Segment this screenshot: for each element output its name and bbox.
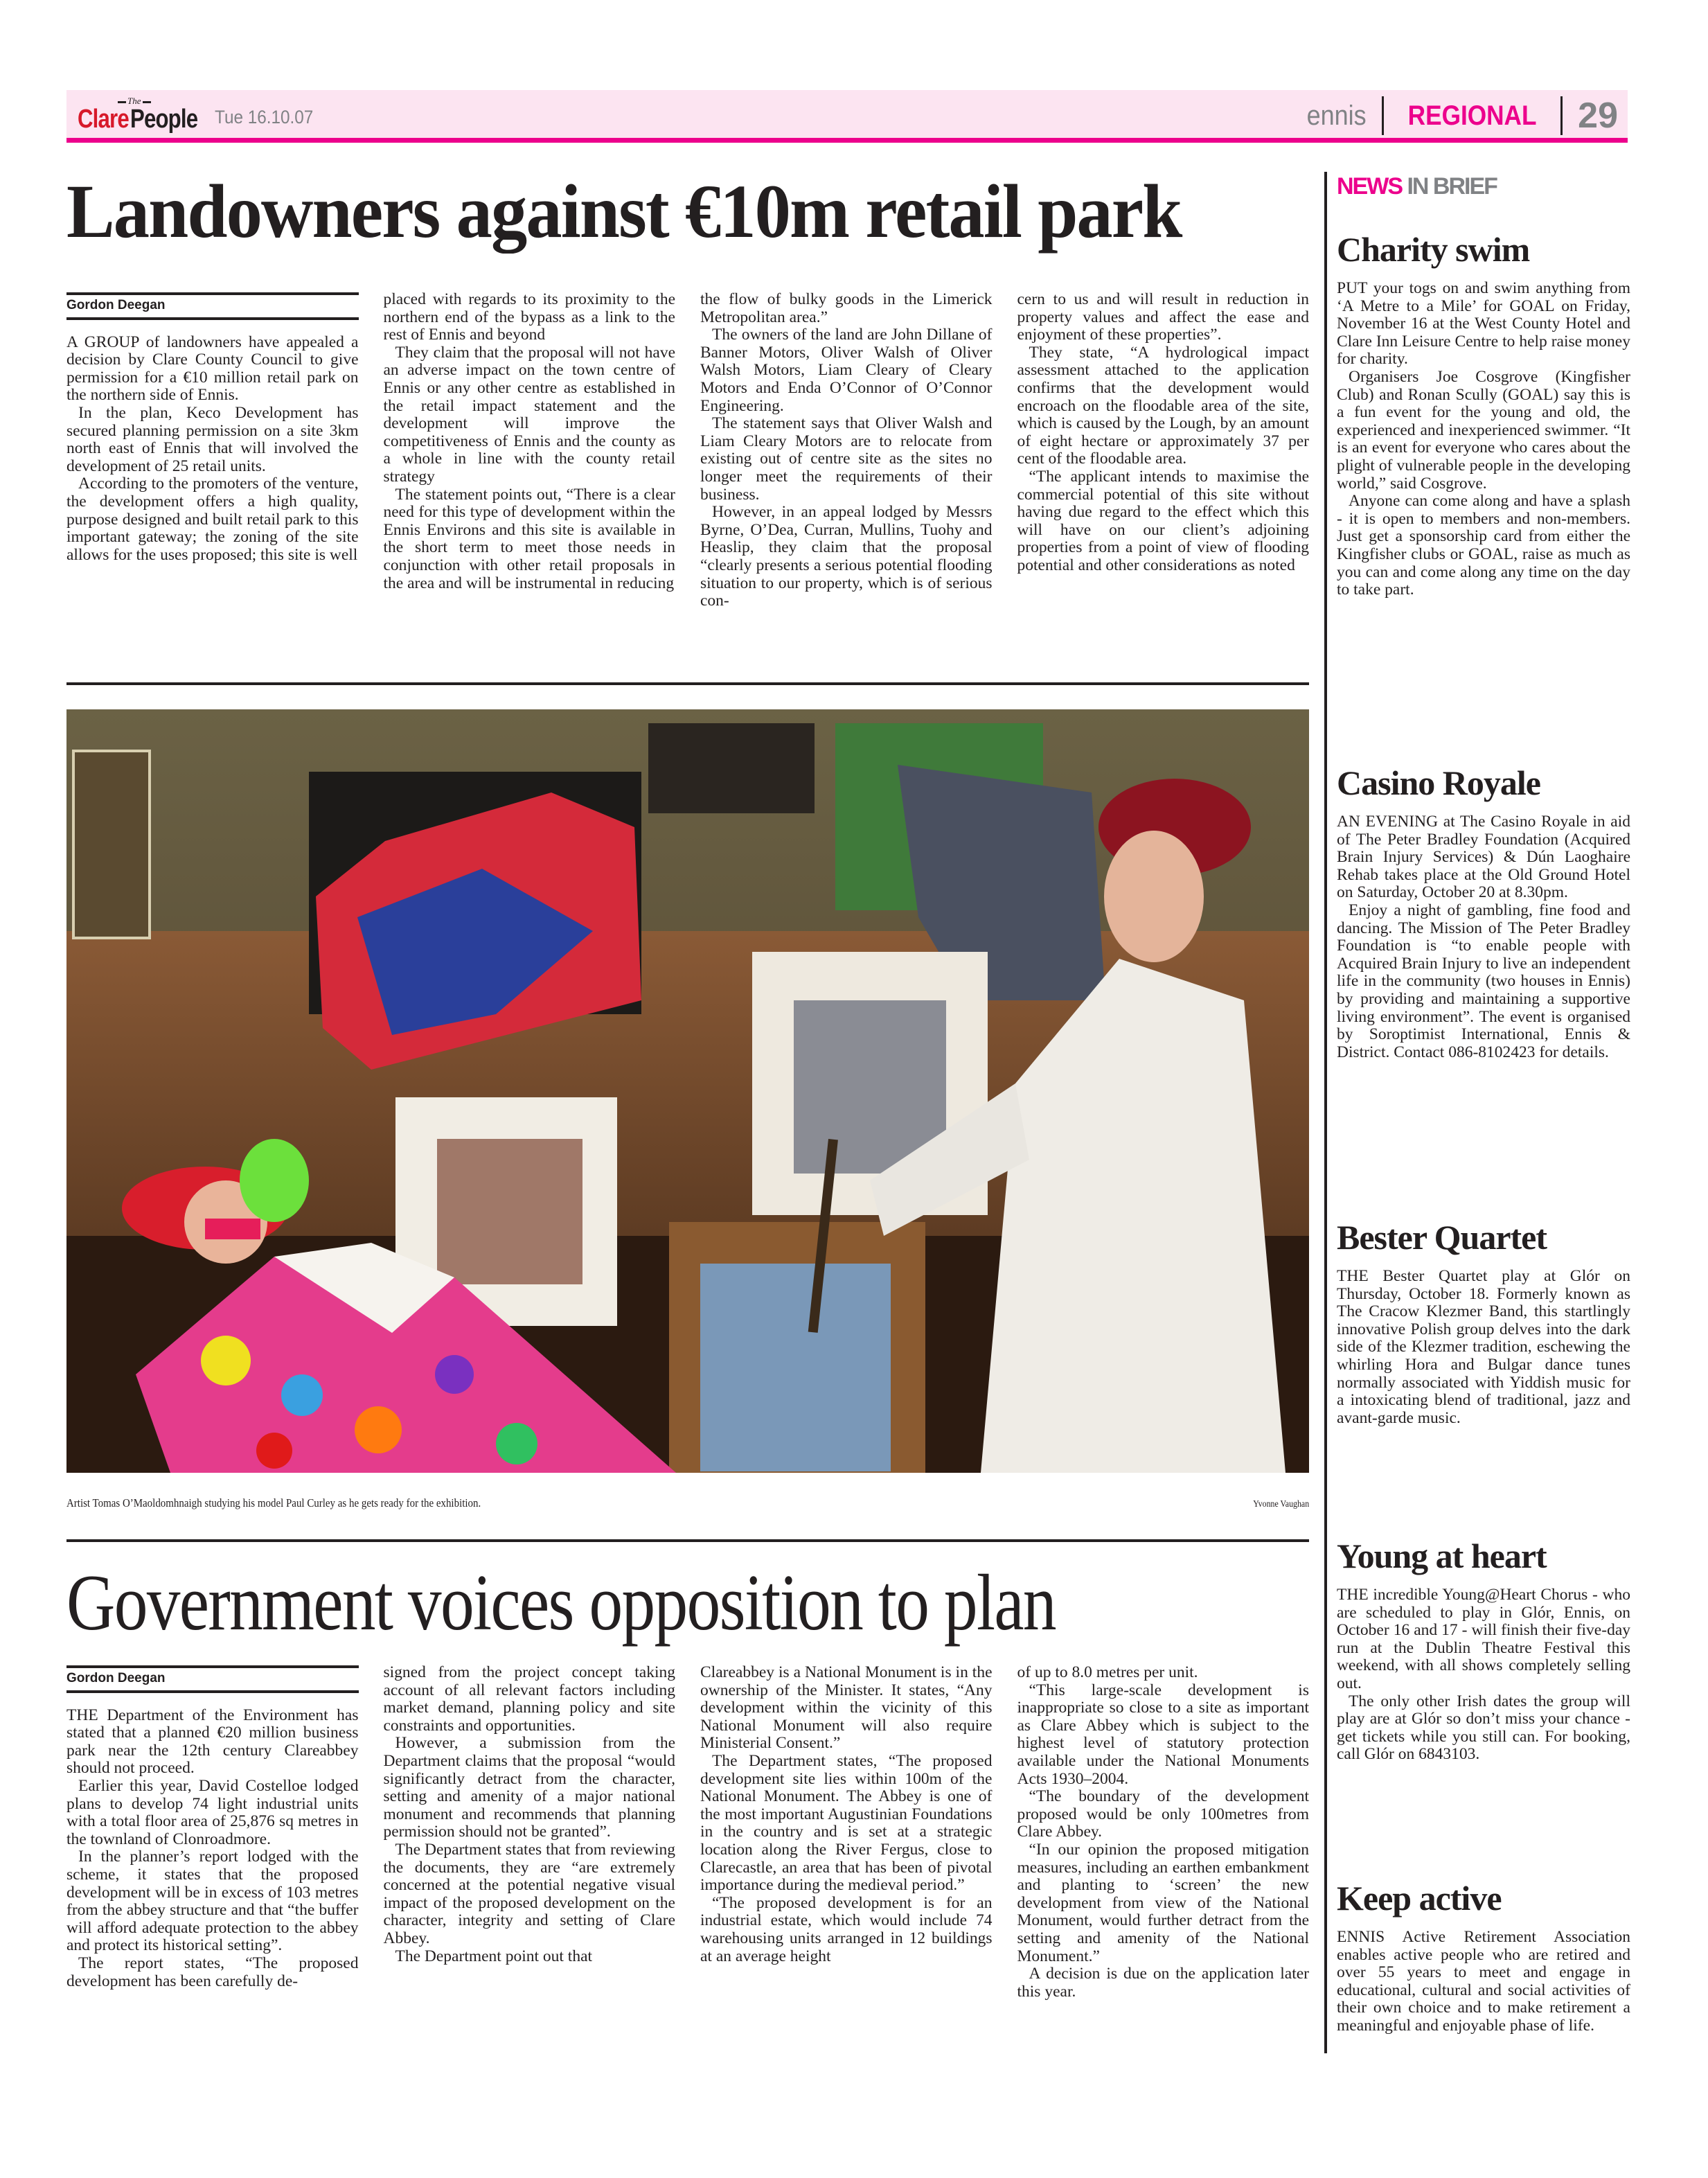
paragraph: However, in an appeal lodged by Messrs Byrne, O’Dea, Curran, Mullins, Tuohy and Heaslip, they claim that the proposal “clearly presents a serious potential flooding situation to our property, which is of serious con- — [700, 503, 993, 610]
brief-keep-active — [1337, 1879, 1630, 2035]
paragraph: In the plan, Keco Development has secured planning permission on a site 3km north east of Ennis that will involved the development of 25 retail units. — [66, 403, 359, 475]
header-news: NEWS — [1337, 173, 1402, 200]
brief-body — [1337, 280, 1630, 599]
brief-body — [1337, 1586, 1630, 1764]
brief-title: Casino Royale — [1337, 763, 1540, 802]
newspaper-logo[interactable] — [78, 96, 213, 134]
article-2-column-3 — [700, 1664, 993, 2080]
article-2-body — [66, 1664, 1309, 2080]
paragraph: Clareabbey is a National Monument is in the ownership of the Minister. It states, “Any development within the vicinity of this National Monument will also require Ministerial Consent.” — [700, 1663, 993, 1753]
brief-bester-quartet — [1337, 1218, 1630, 1427]
paragraph: A decision is due on the application later this year. — [1017, 1965, 1309, 2001]
page-number: 29 — [1578, 96, 1618, 136]
article-1-column-4 — [1017, 291, 1310, 679]
article-2-headline: Government voices opposition to plan — [66, 1559, 1056, 1647]
paragraph: placed with regards to its proximity to the northern end of the bypass as a link to the rest of Ennis and beyond — [383, 290, 675, 344]
paragraph: According to the promoters of the venture, the development offers a high quality, purpose designed and built retail park to this important gateway; the zoning of the site allows for the uses proposed; this site is well — [66, 475, 359, 564]
paragraph: Earlier this year, David Costelloe lodged plans to develop 74 light industrial units with a total floor area of 25,876 sq metres in the townland of Clonroadmore. — [66, 1776, 359, 1848]
paragraph: “In our opinion the proposed mitigation measures, including an earthen embankment and planting to ‘screen’ the new development from view of the National Monument, would further detract from the setting and amenity of the National Monument.” — [1017, 1840, 1309, 1965]
paragraph: The owners of the land are John Dillane of Banner Motors, Oliver Walsh of Oliver Walsh Motors, Liam Cleary of Cleary Motors and Enda O’Connor of O’Connor Engineering. — [700, 326, 993, 415]
news-photo[interactable] — [66, 709, 1309, 1473]
brief-title: Keep active — [1337, 1879, 1502, 1918]
paragraph: PUT your togs on and swim anything from ‘A Metre to a Mile’ for GOAL on Friday, November 16 at the West County Hotel and Clare Inn Leisure Centre to help raise money for charity. — [1337, 279, 1630, 369]
sidebar-divider — [1324, 172, 1327, 2053]
paragraph: AN EVENING at The Casino Royale in aid of The Peter Bradley Foundation (Acquired Brain Injury Services) & Dún Laoghaire Rehab takes place at the Old Ground Hotel on Saturday, October 20 at 8.30pm. — [1337, 813, 1630, 902]
paragraph: Enjoy a night of gambling, fine food and dancing. The Mission of The Peter Bradley Foundation is “to enable people with Acquired Brain Injury to live an independent life in the community (two houses in Ennis) by providing and maintaining a supportive living environment”. The event is organised by Soroptimist International, Ennis & District. Contact 086-8102423 for details. — [1337, 901, 1630, 1061]
issue-date: Tue 16.10.07 — [215, 107, 314, 127]
brief-charity-swim — [1337, 230, 1630, 599]
section-divider — [66, 682, 1309, 685]
article-1-body — [66, 291, 1309, 679]
paragraph: They state, “A hydrological impact assessment attached to the application confirms that the development would encroach on the floodable area of the site, which is caused by the Lough, by an amount of eight hectare or approximately 37 per cent of the floodable area. — [1017, 343, 1309, 468]
article-2-column-4 — [1017, 1664, 1310, 2080]
section-divider — [66, 1539, 1309, 1542]
brief-title: Charity swim — [1337, 230, 1530, 269]
paragraph: “The proposed development is for an industrial estate, which would include 74 warehousing units arranged in 12 buildings at an average height — [700, 1893, 993, 1965]
paragraph: The Department states that from reviewing the documents, they are “are extremely concerned at the potential negative visual impact of the proposed development on the character, integrity and setting of Clare Abbey. — [383, 1840, 675, 1947]
photo-caption: Artist Tomas O’Maoldomhnaigh studying his model Paul Curley as he gets ready for the exhibition. — [66, 1496, 481, 1509]
logo-the: The — [116, 96, 152, 107]
category-label: REGIONAL — [1407, 100, 1537, 131]
page-masthead — [66, 90, 1628, 143]
paragraph: Anyone can come along and have a splash - it is open to members and non-members. Just get a sponsorship card from either the Kingfisher clubs or GOAL, raise as much as you can and come along any time on the day to take part. — [1337, 492, 1630, 599]
logo-people: People — [130, 105, 198, 134]
article-1-column-2 — [384, 291, 676, 679]
paragraph: The statement says that Oliver Walsh and Liam Cleary Motors are to relocate from existing out of centre site as the sites no longer meet the requirements of their business. — [700, 414, 993, 504]
photo-credit: Yvonne Vaughan — [1253, 1499, 1309, 1509]
paragraph: The Department point out that — [395, 1947, 593, 1965]
paragraph: signed from the project concept taking account of all relevant factors including market demand, planning policy and site constraints and opportunities. — [383, 1663, 675, 1735]
news-in-brief-header — [1337, 173, 1497, 200]
paragraph: THE Department of the Environment has stated that a planned €20 million business park near the 12th century Clareabbey should not proceed. — [66, 1706, 359, 1778]
paragraph: THE incredible Young@Heart Chorus - who are scheduled to play in Glór, Ennis, on October 16 and 17 - will finish their five-day run at the Dublin Theatre Festival this weekend, with all shows completely selling out. — [1337, 1586, 1630, 1692]
paragraph: A GROUP of landowners have appealed a decision by Clare County Council to give permission for a €10 million retail park on the northern side of Ennis. — [66, 333, 359, 405]
paragraph: Organisers Joe Cosgrove (Kingfisher Club) and Ronan Scully (GOAL) say this is a fun event for the young and old, the experienced and inexperienced swimmer. “It is an event for everyone who cares about the plight of vulnerable people in the developing world,” said Cosgrove. — [1337, 367, 1630, 493]
brief-body — [1337, 813, 1630, 1061]
brief-title: Bester Quartet — [1337, 1218, 1547, 1257]
paragraph: In the planner’s report lodged with the scheme, it states that the proposed development will be in excess of 103 metres from the abbey structure and that “the buffer will afford adequate protection to the abbey and protect its historical setting”. — [66, 1848, 359, 1955]
paragraph: The only other Irish dates the group will play are at Glór so don’t miss your chance - get tickets while you still can. For booking, call Glór on 6843103. — [1337, 1692, 1630, 1764]
paragraph: ENNIS Active Retirement Association enables active people who are retired and over 55 years to meet and engage in educational, cultural and social activities of their own choice and to make retirement a meaningful and enjoyable phase of life. — [1337, 1928, 1630, 2035]
article-2-byline: Gordon Deegan — [66, 1665, 359, 1693]
article-2-column-2 — [384, 1664, 676, 2080]
paragraph: of up to 8.0 metres per unit. — [1017, 1663, 1198, 1681]
paragraph: “The applicant intends to maximise the commercial potential of this site without having due regard to the effect which this will have on our client’s adjoining properties from a point of view of flooding potential and other considerations as noted — [1017, 467, 1309, 574]
article-1-headline: Landowners against €10m retail park — [66, 169, 1182, 254]
article-1-column-1 — [66, 291, 359, 679]
brief-title: Young at heart — [1337, 1537, 1547, 1575]
section-nav — [1300, 93, 1618, 139]
brief-body — [1337, 1929, 1630, 2035]
article-2-column-1 — [66, 1664, 359, 2080]
paragraph: the flow of bulky goods in the Limerick Metropolitan area.” — [700, 290, 993, 326]
photo-artist-and-model-illustration — [66, 709, 1309, 1473]
paragraph: “This large-scale development is inappropriate so close to a site as important as Clare Abbey which is subject to the highest level of statutory protection available under the National Monuments Acts 1930–2004. — [1017, 1681, 1309, 1788]
paragraph: However, a submission from the Department claims that the proposal “would significantly detract from the character, setting and amenity of a major national monument and recommends that planning permission should not be granted”. — [383, 1734, 675, 1841]
paragraph: The Department states, “The proposed development site lies within 100m of the National Monument. The Abbey is one of the most important Augustinian Foundations in the country and is set at a strategic location along the River Fergus, close to Clarecastle, an area that has been of pivotal importance during the medieval period.” — [700, 1751, 993, 1895]
paragraph: THE Bester Quartet play at Glór on Thursday, October 18. Formerly known as The Cracow Klezmer Band, this startlingly innovative Polish group delves into the dark side of the Klezmer tradition, eschewing the whirling Hora and Bulgar dance tunes normally associated with Yiddish music for a intoxicating blend of traditional, jazz and avant-garde music. — [1337, 1267, 1630, 1427]
section-label: ennis — [1306, 100, 1367, 131]
photo-caption-row — [66, 1496, 1309, 1510]
article-1-column-3 — [700, 291, 993, 679]
divider — [1560, 96, 1563, 135]
paragraph: “The boundary of the development proposed would be only 100metres from Clare Abbey. — [1017, 1787, 1309, 1841]
logo-clare: Clare — [78, 105, 129, 134]
paragraph: They claim that the proposal will not have an adverse impact on the town centre of Ennis or any other centre as established in the retail impact statement and the development will improve the competitiveness of Ennis and the county as a whole in line with the county retail strategy — [383, 343, 675, 486]
brief-body — [1337, 1268, 1630, 1427]
paragraph: The statement points out, “There is a clear need for this type of development within the Ennis Environs and this site is available in the short term to meet those needs in conjunction with other retail proposals in the area and will be instrumental in reducing — [383, 485, 675, 592]
paragraph: cern to us and will result in reduction in property values and affect the ease and enjoyment of these properties”. — [1017, 290, 1309, 344]
brief-casino-royale — [1337, 763, 1630, 1061]
paragraph: The report states, “The proposed development has been carefully de- — [66, 1954, 359, 1990]
brief-young-at-heart — [1337, 1537, 1630, 1764]
header-in-brief: IN BRIEF — [1407, 173, 1497, 200]
article-1-byline: Gordon Deegan — [66, 292, 359, 320]
divider — [1382, 96, 1384, 135]
